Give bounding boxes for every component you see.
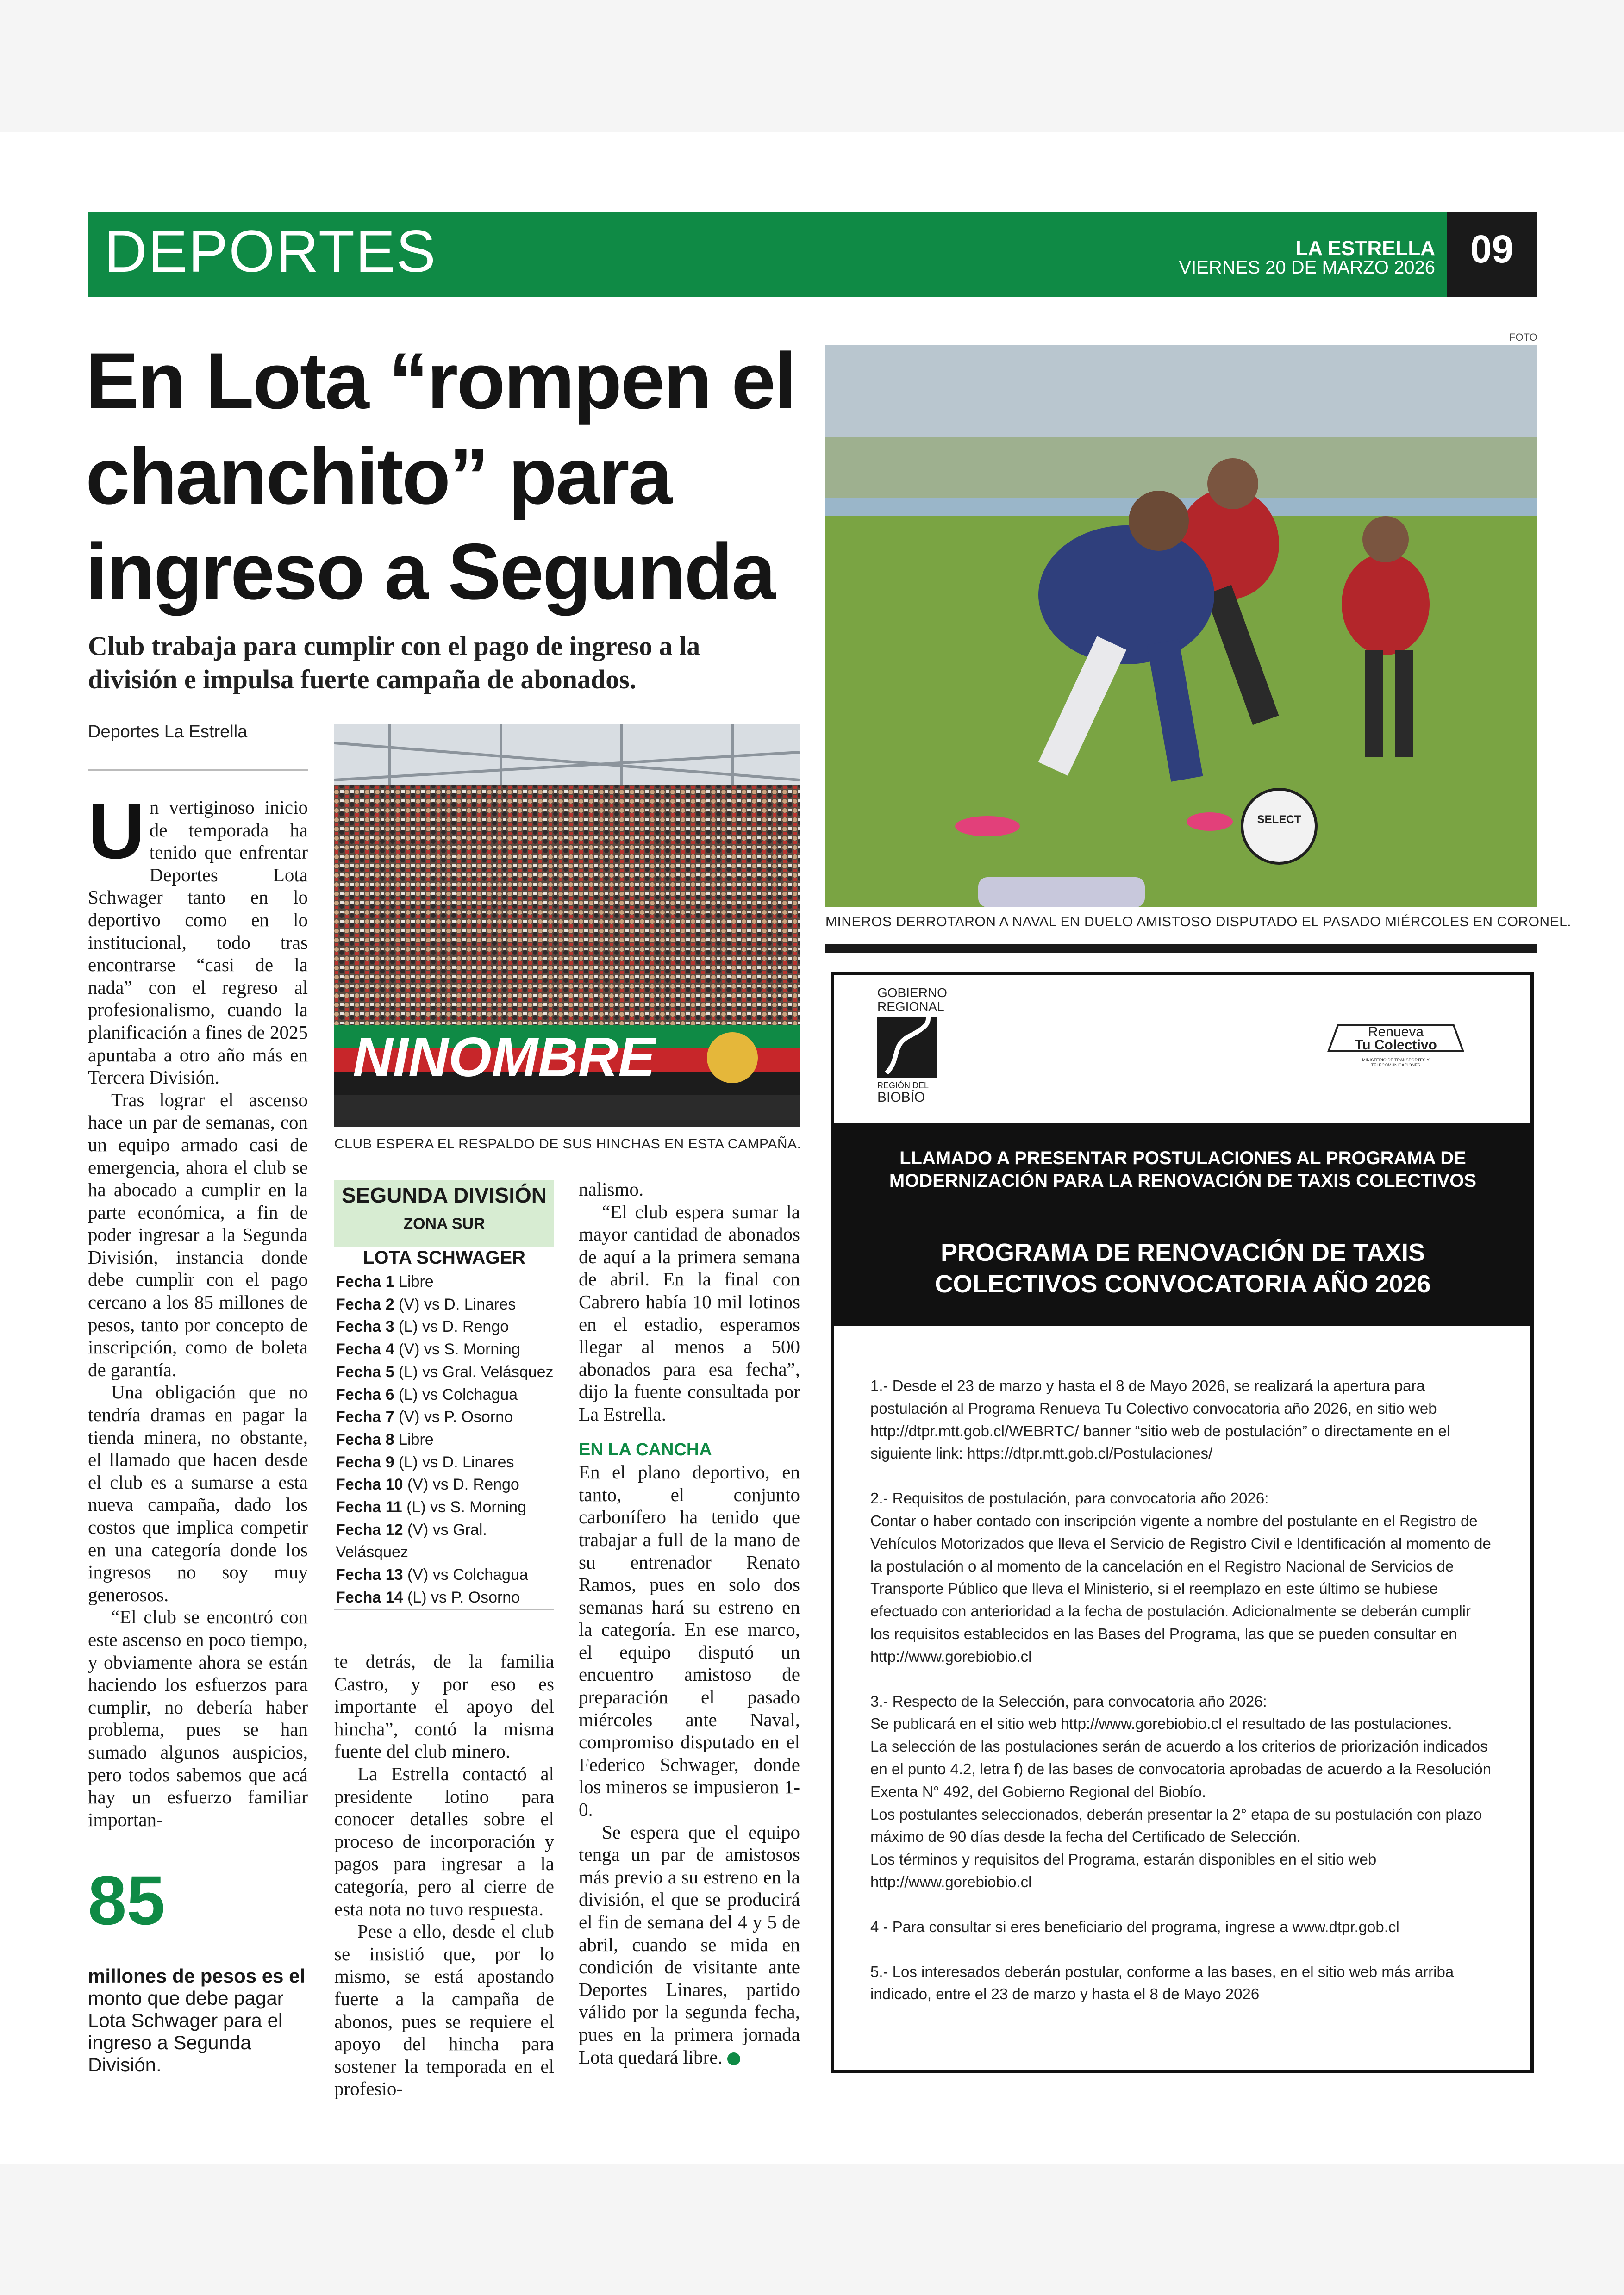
newspaper-name: LA ESTRELLA bbox=[1295, 237, 1435, 260]
standings-title: SEGUNDA DIVISIÓN bbox=[341, 1183, 547, 1207]
fixture-row: Fecha 7 (V) vs P. Osorno bbox=[336, 1408, 513, 1426]
match-photo bbox=[825, 345, 1537, 907]
article-paragraph: nalismo. bbox=[579, 1179, 644, 1200]
article-paragraph: En el plano deportivo, en tanto, el conjunto carbonífero ha tenido que trabajar a full de la mano de su entrenador Renato Ramos, pues en solo dos semanas hará su estreno en la categoría. En ese marco, el equipo disputó un encuentro amistoso de preparación el pasado miércoles ante Naval, compromiso disputado en el Federico Schwager, donde los mineros se impusieron 1-0. bbox=[579, 1461, 800, 1821]
article-paragraph: Pese a ello, desde el club se insistió que, por lo mismo, se está apostando fuerte a la campaña de abonos, pues se requiere el apoyo del hincha para sostener la temporada en el profesio- bbox=[334, 1921, 554, 2100]
article-column-3 bbox=[579, 1178, 800, 2068]
ad-item: 5.- Los interesados deberán postular, conforme a las bases, en el sitio web más arriba indicado, entre el 23 de marzo y hasta el 8 de Mayo 2026 bbox=[870, 1963, 1454, 2003]
drop-cap: U bbox=[88, 787, 145, 875]
byline-divider bbox=[88, 769, 308, 771]
standings-zone: ZONA SUR bbox=[403, 1215, 485, 1233]
article-subhead: Club trabaja para cumplir con el pago de ingreso a la división e impulsa fuerte campaña de abonados. bbox=[88, 631, 700, 694]
crowd-photo bbox=[334, 724, 800, 1127]
fixtures-list bbox=[336, 1271, 558, 1609]
banner-text: NINOMBRE bbox=[353, 1026, 656, 1088]
ad-item: 2.- Requisitos de postulación, para convocatoria año 2026: Contar o haber contado con inscripción vigente a nombre del postulante en el Registro de Vehículos Motorizados que lleva el Servicio de Registro Civil e Identificación al momento de la postulación o al momento de la cancelación en el Registro Nacional de Servicios de Transporte Público que lleva el Ministerio, si el reemplazo en este último se hubiese efectuado con anterioridad a la fecha de postulación. Adicionalmente se deberán cumplir los requisitos establecidos en las Bases del Programa, las que se pueden consultar en http://www.gorebiobio.cl bbox=[870, 1490, 1491, 1665]
article-paragraph: “El club se encontró con este ascenso en poco tiempo, y obviamente ahora se están haciendo los esfuerzos para cumplir, no debería haber problema, pues se han sumado algunos auspicios, pero todos sabemos que acá hay un esfuerzo familiar importan- bbox=[88, 1606, 308, 1830]
section-title: DEPORTES bbox=[104, 218, 437, 285]
article-column-2 bbox=[334, 1650, 554, 2100]
fixture-row: Fecha 12 (V) vs Gral. Velásquez bbox=[336, 1521, 487, 1561]
article-paragraph: “El club espera sumar la mayor cantidad de abonados de aquí a la primera semana de abril. En la final con Cabrero había 10 mil lotinos en el estadio, esperamos llegar al menos a 500 abonados para esa fecha”, dijo la fuente consultada por La Estrella. bbox=[579, 1201, 800, 1425]
page-number: 09 bbox=[1470, 227, 1514, 271]
article-paragraph: La Estrella contactó al presidente lotino para conocer detalles sobre el proceso de incorporación y pagos para ingresar a la categoría, pero al cierre de esta nota no tuvo respuesta. bbox=[334, 1763, 554, 1920]
fixture-row: Fecha 1 Libre bbox=[336, 1273, 434, 1291]
end-mark-icon: ✪ bbox=[727, 2052, 740, 2065]
fixture-row: Fecha 13 (V) vs Colchagua bbox=[336, 1566, 528, 1584]
fixture-row: Fecha 8 Libre bbox=[336, 1430, 434, 1448]
fixture-row: Fecha 10 (V) vs D. Rengo bbox=[336, 1476, 519, 1494]
fixture-row: Fecha 2 (V) vs D. Linares bbox=[336, 1295, 516, 1313]
ad-item: 1.- Desde el 23 de marzo y hasta el 8 de Mayo 2026, se realizará la apertura para postulación al Programa Renueva Tu Colectivo convocatoria año 2026, en sitio web http://dtpr.mtt.gob.cl/WEBRTC/ banner “sitio web de postulación” o directamente en el siguiente link: https://dtpr.mtt.gob.cl/Postulaciones/ bbox=[870, 1377, 1450, 1462]
photo-divider bbox=[825, 944, 1537, 953]
article-paragraph: Se espera que el equipo tenga un par de amistosos más previo a su estreno en la división, el que se producirá el fin de semana del 4 y 5 de abril, cuando se mida en condición de visitante ante Deportes Linares, partido válido por la segunda fecha, pues en la primera jornada Lota quedará libre. ✪ bbox=[579, 1821, 800, 2068]
fixture-row: Fecha 14 (L) vs P. Osorno bbox=[336, 1588, 520, 1606]
ad-item: 4 - Para consultar si eres beneficiario del programa, ingrese a www.dtpr.gob.cl bbox=[870, 1918, 1399, 1935]
match-photo-caption: MINEROS DERROTARON A NAVAL EN DUELO AMISTOSO DISPUTADO EL PASADO MIÉRCOLES EN CORONEL. bbox=[825, 914, 1572, 929]
river-icon bbox=[877, 1017, 937, 1078]
ad-item: 3.- Respecto de la Selección, para convocatoria año 2026: Se publicará en el sitio web http://www.gorebiobio.cl el resultado de las postulaciones. La selección de las postulaciones serán de acuerdo a los criterios de priorización indicados en el punto 4.2, letra f) de las bases de convocatoria aprobadas de acuerdo a la Resolución Exenta N° 492, del Gobierno Regional del Biobío. Los postulantes seleccionados, deberán presentar la 2° etapa de su postulación con plazo máximo de 90 días desde la fecha del Certificado de Selección. Los términos y requisitos del Programa, estarán disponibles en el sitio web http://www.gorebiobio.cl bbox=[870, 1692, 1492, 1890]
section-subheading: EN LA CANCHA bbox=[579, 1440, 712, 1459]
ad-program-title: PROGRAMA DE RENOVACIÓN DE TAXIS COLECTIVOS CONVOCATORIA AÑO 2026 bbox=[935, 1239, 1431, 1298]
gobierno-regional-logo: GOBIERNO REGIONAL REGIÓN DEL BIOBÍO bbox=[877, 985, 947, 1105]
fixture-row: Fecha 6 (L) vs Colchagua bbox=[336, 1385, 518, 1403]
article-paragraph: te detrás, de la familia Castro, y por eso es importante el apoyo del hincha”, contó la misma fuente del club minero. bbox=[334, 1651, 554, 1762]
fixture-row: Fecha 3 (L) vs D. Rengo bbox=[336, 1318, 509, 1336]
fixture-row: Fecha 11 (L) vs S. Morning bbox=[336, 1498, 526, 1516]
ball-text: SELECT bbox=[1257, 813, 1301, 826]
renueva-tu-colectivo-logo: Renueva Tu Colectivo MINISTERIO DE TRANSPORTES Y TELECOMUNICACIONES bbox=[1319, 1011, 1472, 1076]
fixture-row: Fecha 9 (L) vs D. Linares bbox=[336, 1453, 514, 1471]
article-column-1 bbox=[88, 787, 308, 1831]
ad-call-title: LLAMADO A PRESENTAR POSTULACIONES AL PROGRAMA DE MODERNIZACIÓN PARA LA RENOVACIÓN DE TAXIS COLECTIVOS bbox=[889, 1148, 1477, 1191]
standings-team: LOTA SCHWAGER bbox=[362, 1247, 526, 1268]
crowd-photo-caption: CLUB ESPERA EL RESPALDO DE SUS HINCHAS EN ESTA CAMPAÑA. bbox=[334, 1136, 801, 1152]
article-byline: Deportes La Estrella bbox=[88, 722, 248, 742]
stat-description: millones de pesos es el monto que debe pagar Lota Schwager para el ingreso a Segunda División. bbox=[88, 1965, 306, 2076]
ad-body bbox=[870, 1375, 1493, 2028]
article-paragraph: Una obligación que no tendría dramas en pagar la tienda minera, no obstante, el llamado que hacen desde el club es a sumarse a esta nueva campaña, dado los costos que implica competir en una categoría donde los ingresos no soy muy generosos. bbox=[88, 1381, 308, 1605]
article-paragraph: Tras lograr el ascenso hace un par de semanas, con un equipo armado casi de emergencia, ahora el club se ha abocado a cumplir en la parte económica, a fin de poder ingresar a la Segunda División, instancia donde debe cumplir con el pago cercano a los 85 millones de pesos, tanto por concepto de inscripción, como de boleta de garantía. bbox=[88, 1089, 308, 1380]
fixtures-divider bbox=[334, 1609, 554, 1610]
photo-credit: FOTO bbox=[1509, 331, 1537, 343]
article-paragraph: Un vertiginoso inicio de temporada ha tenido que enfrentar Deportes Lota Schwager tanto en lo deportivo como en lo institucional, todo tras encontrarse “casi de la nada” con el regreso al profesionalismo, cuando la planificación a fines de 2025 apuntaba a otro año más en Tercera División. bbox=[88, 787, 308, 1088]
stat-number: 85 bbox=[88, 1861, 165, 1939]
article-headline: En Lota “rompen el chanchito” para ingreso a Segunda bbox=[86, 337, 795, 616]
fixture-row: Fecha 5 (L) vs Gral. Velásquez bbox=[336, 1363, 554, 1381]
fixture-row: Fecha 4 (V) vs S. Morning bbox=[336, 1341, 520, 1359]
issue-date: VIERNES 20 DE MARZO 2026 bbox=[1179, 257, 1435, 278]
